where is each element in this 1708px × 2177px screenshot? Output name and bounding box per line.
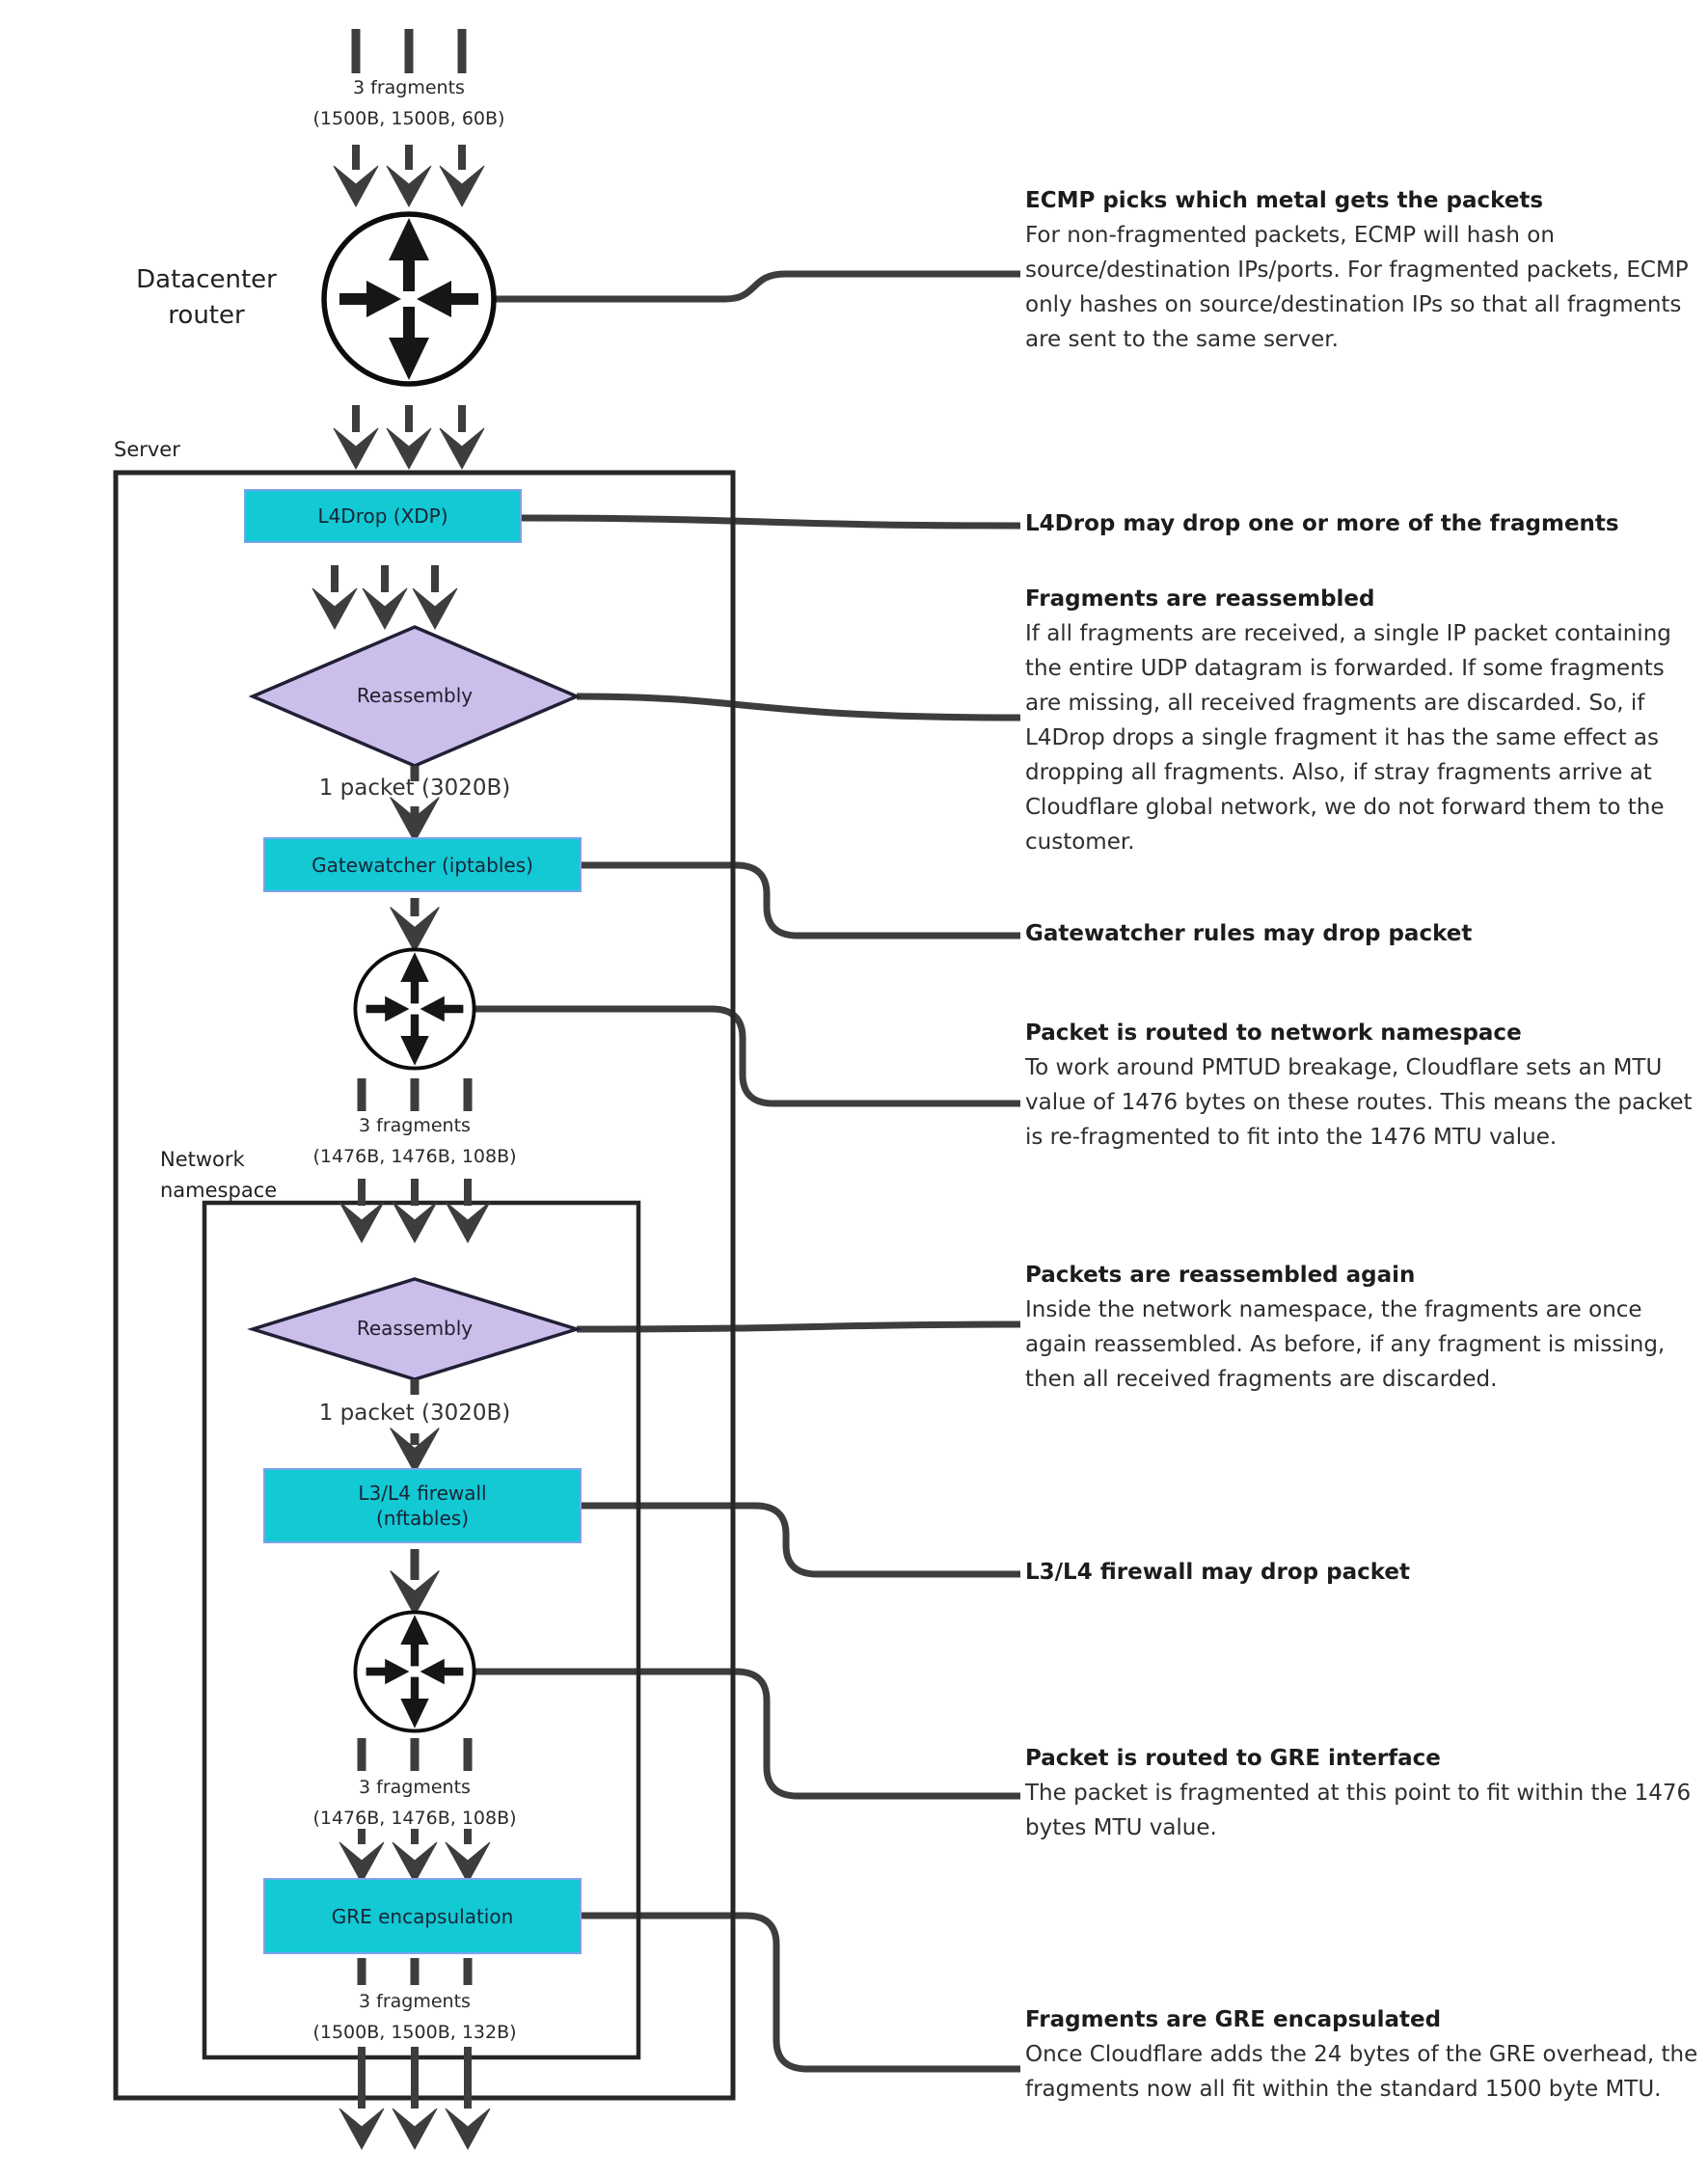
l4drop-node <box>244 489 522 543</box>
note-title: Fragments are reassembled <box>1025 586 1375 612</box>
connector-gre-encap <box>582 1916 1020 2069</box>
note-body: The packet is fragmented at this point to fit within the 1476 bytes MTU value. <box>1025 1781 1692 1840</box>
note-firewall <box>1025 1555 1700 1590</box>
reassembly-node-1-label: Reassembly <box>356 684 474 707</box>
note-title: L3/L4 firewall may drop packet <box>1025 1560 1411 1585</box>
note-reassembly <box>1025 582 1700 859</box>
note-netns-route <box>1025 1016 1700 1155</box>
note-body: Inside the network namespace, the fragments are once again reassembled. As before, if any fragment is missing, then all received fragments are discarded. <box>1025 1297 1666 1392</box>
note-title: Packet is routed to GRE interface <box>1025 1746 1441 1771</box>
connector-ecmp <box>494 274 1020 299</box>
mid-fragments-2-label: 3 fragments <box>359 1777 471 1798</box>
note-body: For non-fragmented packets, ECMP will hash on source/destination IPs/ports. For fragmented packets, ECMP only hashes on source/destination IPs so that all fragments are sent to the same server. <box>1025 223 1689 352</box>
top-fragments-label: 3 fragments <box>353 77 465 98</box>
packet-2-label: 1 packet (3020B) <box>318 1401 511 1426</box>
bottom-fragments-label: 3 fragments <box>359 1991 471 2012</box>
firewall-node <box>263 1468 582 1543</box>
packet-1-label: 1 packet (3020B) <box>318 776 511 801</box>
network-namespace-label: Network namespace <box>160 1148 278 1202</box>
mid-fragments-1-sizes: (1476B, 1476B, 108B) <box>312 1146 517 1167</box>
connector-netns-route <box>474 1009 1020 1103</box>
gre-node <box>263 1878 582 1954</box>
firewall-node-line2: (nftables) <box>375 1507 470 1530</box>
gatewatcher-node-label: Gatewatcher (iptables) <box>312 853 533 877</box>
connector-reassembly-2 <box>577 1324 1020 1329</box>
note-title: Gatewatcher rules may drop packet <box>1025 921 1473 946</box>
top-fragments-sizes: (1500B, 1500B, 60B) <box>312 108 505 129</box>
note-l4drop <box>1025 506 1700 541</box>
router-icon <box>355 1612 474 1730</box>
gatewatcher-node <box>263 837 582 892</box>
note-gre-route <box>1025 1741 1700 1845</box>
reassembly-node-2-label: Reassembly <box>356 1317 474 1340</box>
note-title: L4Drop may drop one or more of the fragments <box>1025 511 1619 536</box>
note-reassembled-again <box>1025 1258 1700 1397</box>
note-gatewatcher <box>1025 916 1700 951</box>
l4drop-node-label: L4Drop (XDP) <box>317 504 448 528</box>
note-body: Once Cloudflare adds the 24 bytes of the GRE overhead, the fragments now all fit within the standard 1500 byte MTU. <box>1025 2042 1698 2102</box>
router-icon <box>324 214 494 384</box>
bottom-fragments-sizes: (1500B, 1500B, 132B) <box>312 2022 517 2043</box>
connector-reassembly-1 <box>577 696 1020 718</box>
note-ecmp <box>1025 183 1700 357</box>
connector-gatewatcher <box>582 865 1020 936</box>
note-title: Fragments are GRE encapsulated <box>1025 2007 1442 2032</box>
note-body: If all fragments are received, a single IP packet containing the entire UDP datagram is forwarded. If some fragments are missing, all received fragments are discarded. So, if L4Drop drops a single fragment it has the same effect as dropping all fragments. Also, if stray fragments arrive at Cloudflare global network, we do not forward them to the customer. <box>1025 621 1671 855</box>
datacenter-router-label: Datacenter router <box>136 265 277 330</box>
connector-firewall <box>582 1506 1020 1574</box>
note-gre-encap <box>1025 2002 1700 2107</box>
connector-l4drop <box>522 518 1020 526</box>
router-icon <box>355 949 474 1068</box>
firewall-node-line1: L3/L4 firewall <box>358 1482 487 1505</box>
gre-node-label: GRE encapsulation <box>331 1904 514 1928</box>
note-title: Packets are reassembled again <box>1025 1263 1416 1288</box>
note-body: To work around PMTUD breakage, Cloudflare sets an MTU value of 1476 bytes on these routes. This means the packet is re-fragmented to fit into the 1476 MTU value. <box>1025 1055 1693 1150</box>
server-label: Server <box>114 438 180 461</box>
mid-fragments-1-label: 3 fragments <box>359 1115 471 1136</box>
note-title: ECMP picks which metal gets the packets <box>1025 188 1544 213</box>
note-title: Packet is routed to network namespace <box>1025 1020 1522 1046</box>
mid-fragments-2-sizes: (1476B, 1476B, 108B) <box>312 1808 517 1829</box>
